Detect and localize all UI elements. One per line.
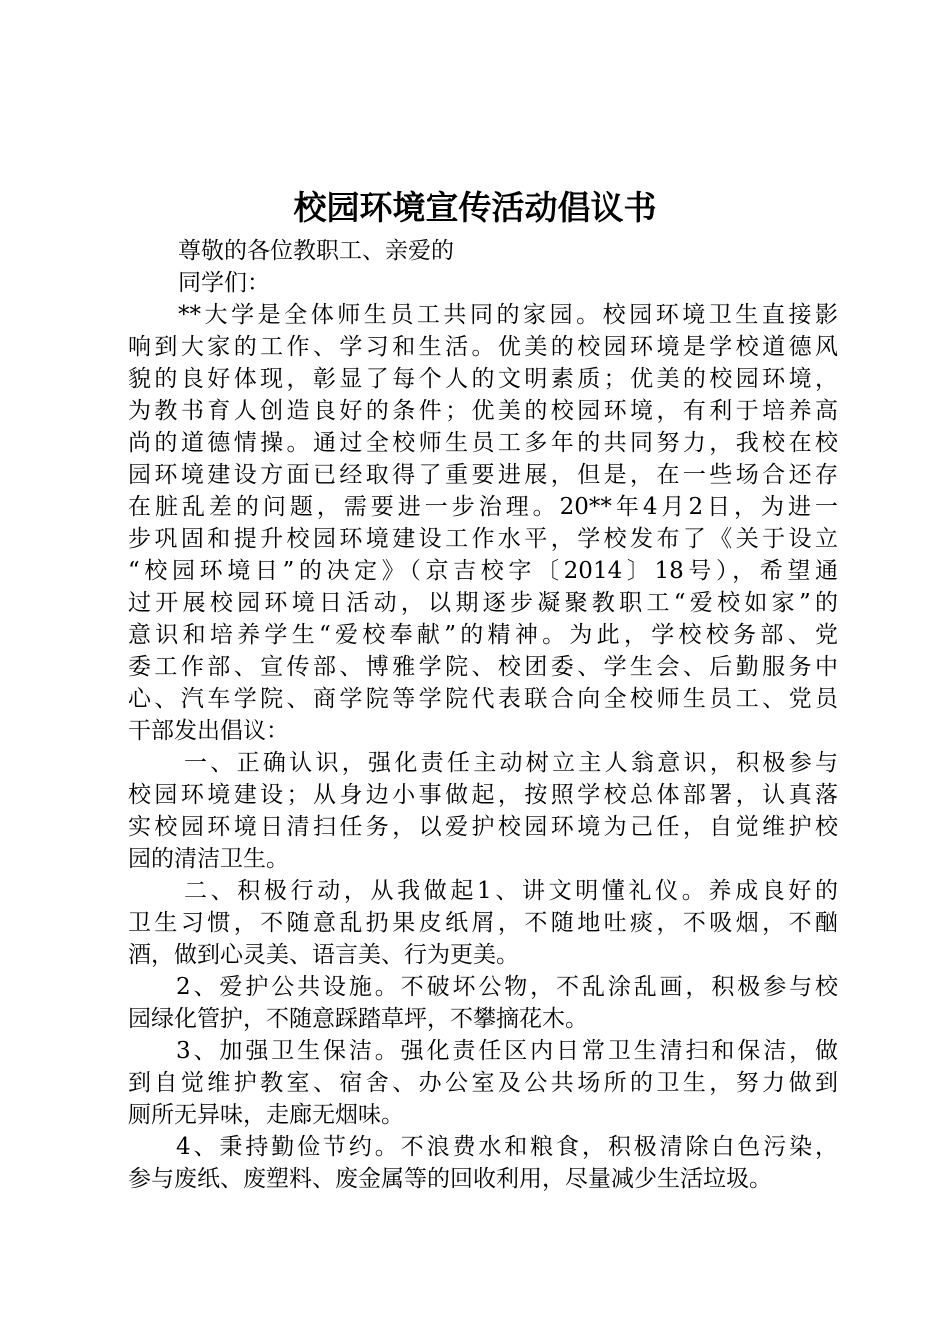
paragraph-line: 一、正确认识，强化责任主动树立主人翁意识，积极参与 <box>184 750 838 776</box>
paragraph-intro <box>128 299 838 747</box>
paragraph-line: 2、爱护公共设施。不破坏公物，不乱涂乱画，积极参与校 <box>176 974 838 1000</box>
paragraph-line: 园的清洁卫生。 <box>128 846 289 872</box>
paragraph-line: 二、积极行动，从我做起1、讲文明懂礼仪。养成良好的 <box>184 878 838 904</box>
paragraph-line: 到自觉维护教室、宿舍、办公室及公共场所的卫生，努力做到 <box>128 1070 838 1096</box>
paragraph-line: 园绿化管护，不随意踩踏草坪，不攀摘花木。 <box>128 1006 588 1032</box>
paragraph-line: 过开展校园环境日活动，以期逐步凝聚教职工“爱校如家”的 <box>128 590 838 616</box>
paragraph-line: 厕所无异味，走廊无烟味。 <box>128 1102 404 1128</box>
paragraph-line: 校园环境建设；从身边小事做起，按照学校总体部署，认真落 <box>128 782 838 808</box>
paragraph-point-two <box>128 875 838 971</box>
paragraph-line: 为教书育人创造良好的条件；优美的校园环境，有利于培养高 <box>128 398 838 424</box>
paragraph-line: 在脏乱差的问题，需要进一步治理。20**年4月2日，为进一 <box>128 494 838 520</box>
paragraph-line: 酒，做到心灵美、语言美、行为更美。 <box>128 942 519 968</box>
paragraph-item-2 <box>128 971 838 1035</box>
paragraph-line: 貌的良好体现，彰显了每个人的文明素质；优美的校园环境， <box>128 366 838 392</box>
paragraph-line: 委工作部、宣传部、博雅学院、校团委、学生会、后勤服务中 <box>128 654 838 680</box>
document-title: 校园环境宣传活动倡议书 <box>293 188 657 227</box>
paragraph-point-one <box>128 747 838 875</box>
paragraph-line: “校园环境日”的决定》（京吉校字〔2014〕18号），希望通 <box>128 558 838 584</box>
paragraph-line: **大学是全体师生员工共同的家园。校园环境卫生直接影 <box>178 302 838 328</box>
paragraph-line: 干部发出倡议： <box>128 718 289 744</box>
paragraph-line: 3、加强卫生保洁。强化责任区内日常卫生清扫和保洁，做 <box>176 1038 838 1064</box>
paragraph-line: 卫生习惯，不随意乱扔果皮纸屑，不随地吐痰，不吸烟，不酗 <box>128 910 838 936</box>
paragraph-line: 4、秉持勤俭节约。不浪费水和粮食，积极清除白色污染， <box>176 1134 838 1160</box>
greeting-line: 尊敬的各位教职工、亲爱的 <box>178 238 454 264</box>
paragraph-line: 实校园环境日清扫任务，以爱护校园环境为己任，自觉维护校 <box>128 814 838 840</box>
paragraph-item-3 <box>128 1035 838 1131</box>
paragraph-line: 意识和培养学生“爱校奉献”的精神。为此，学校校务部、党 <box>128 622 838 648</box>
document-body <box>128 235 838 1195</box>
paragraph-line: 步巩固和提升校园环境建设工作水平，学校发布了《关于设立 <box>128 526 838 552</box>
paragraph-line: 心、汽车学院、商学院等学院代表联合向全校师生员工、党员 <box>128 686 838 712</box>
paragraph-line: 尚的道德情操。通过全校师生员工多年的共同努力，我校在校 <box>128 430 838 456</box>
paragraph-item-4 <box>128 1131 838 1195</box>
greeting-line: 同学们： <box>178 270 270 296</box>
paragraph-line: 参与废纸、废塑料、废金属等的回收利用，尽量减少生活垃圾。 <box>128 1166 772 1192</box>
paragraph-line: 响到大家的工作、学习和生活。优美的校园环境是学校道德风 <box>128 334 838 360</box>
paragraph-line: 园环境建设方面已经取得了重要进展，但是，在一些场合还存 <box>128 462 838 488</box>
